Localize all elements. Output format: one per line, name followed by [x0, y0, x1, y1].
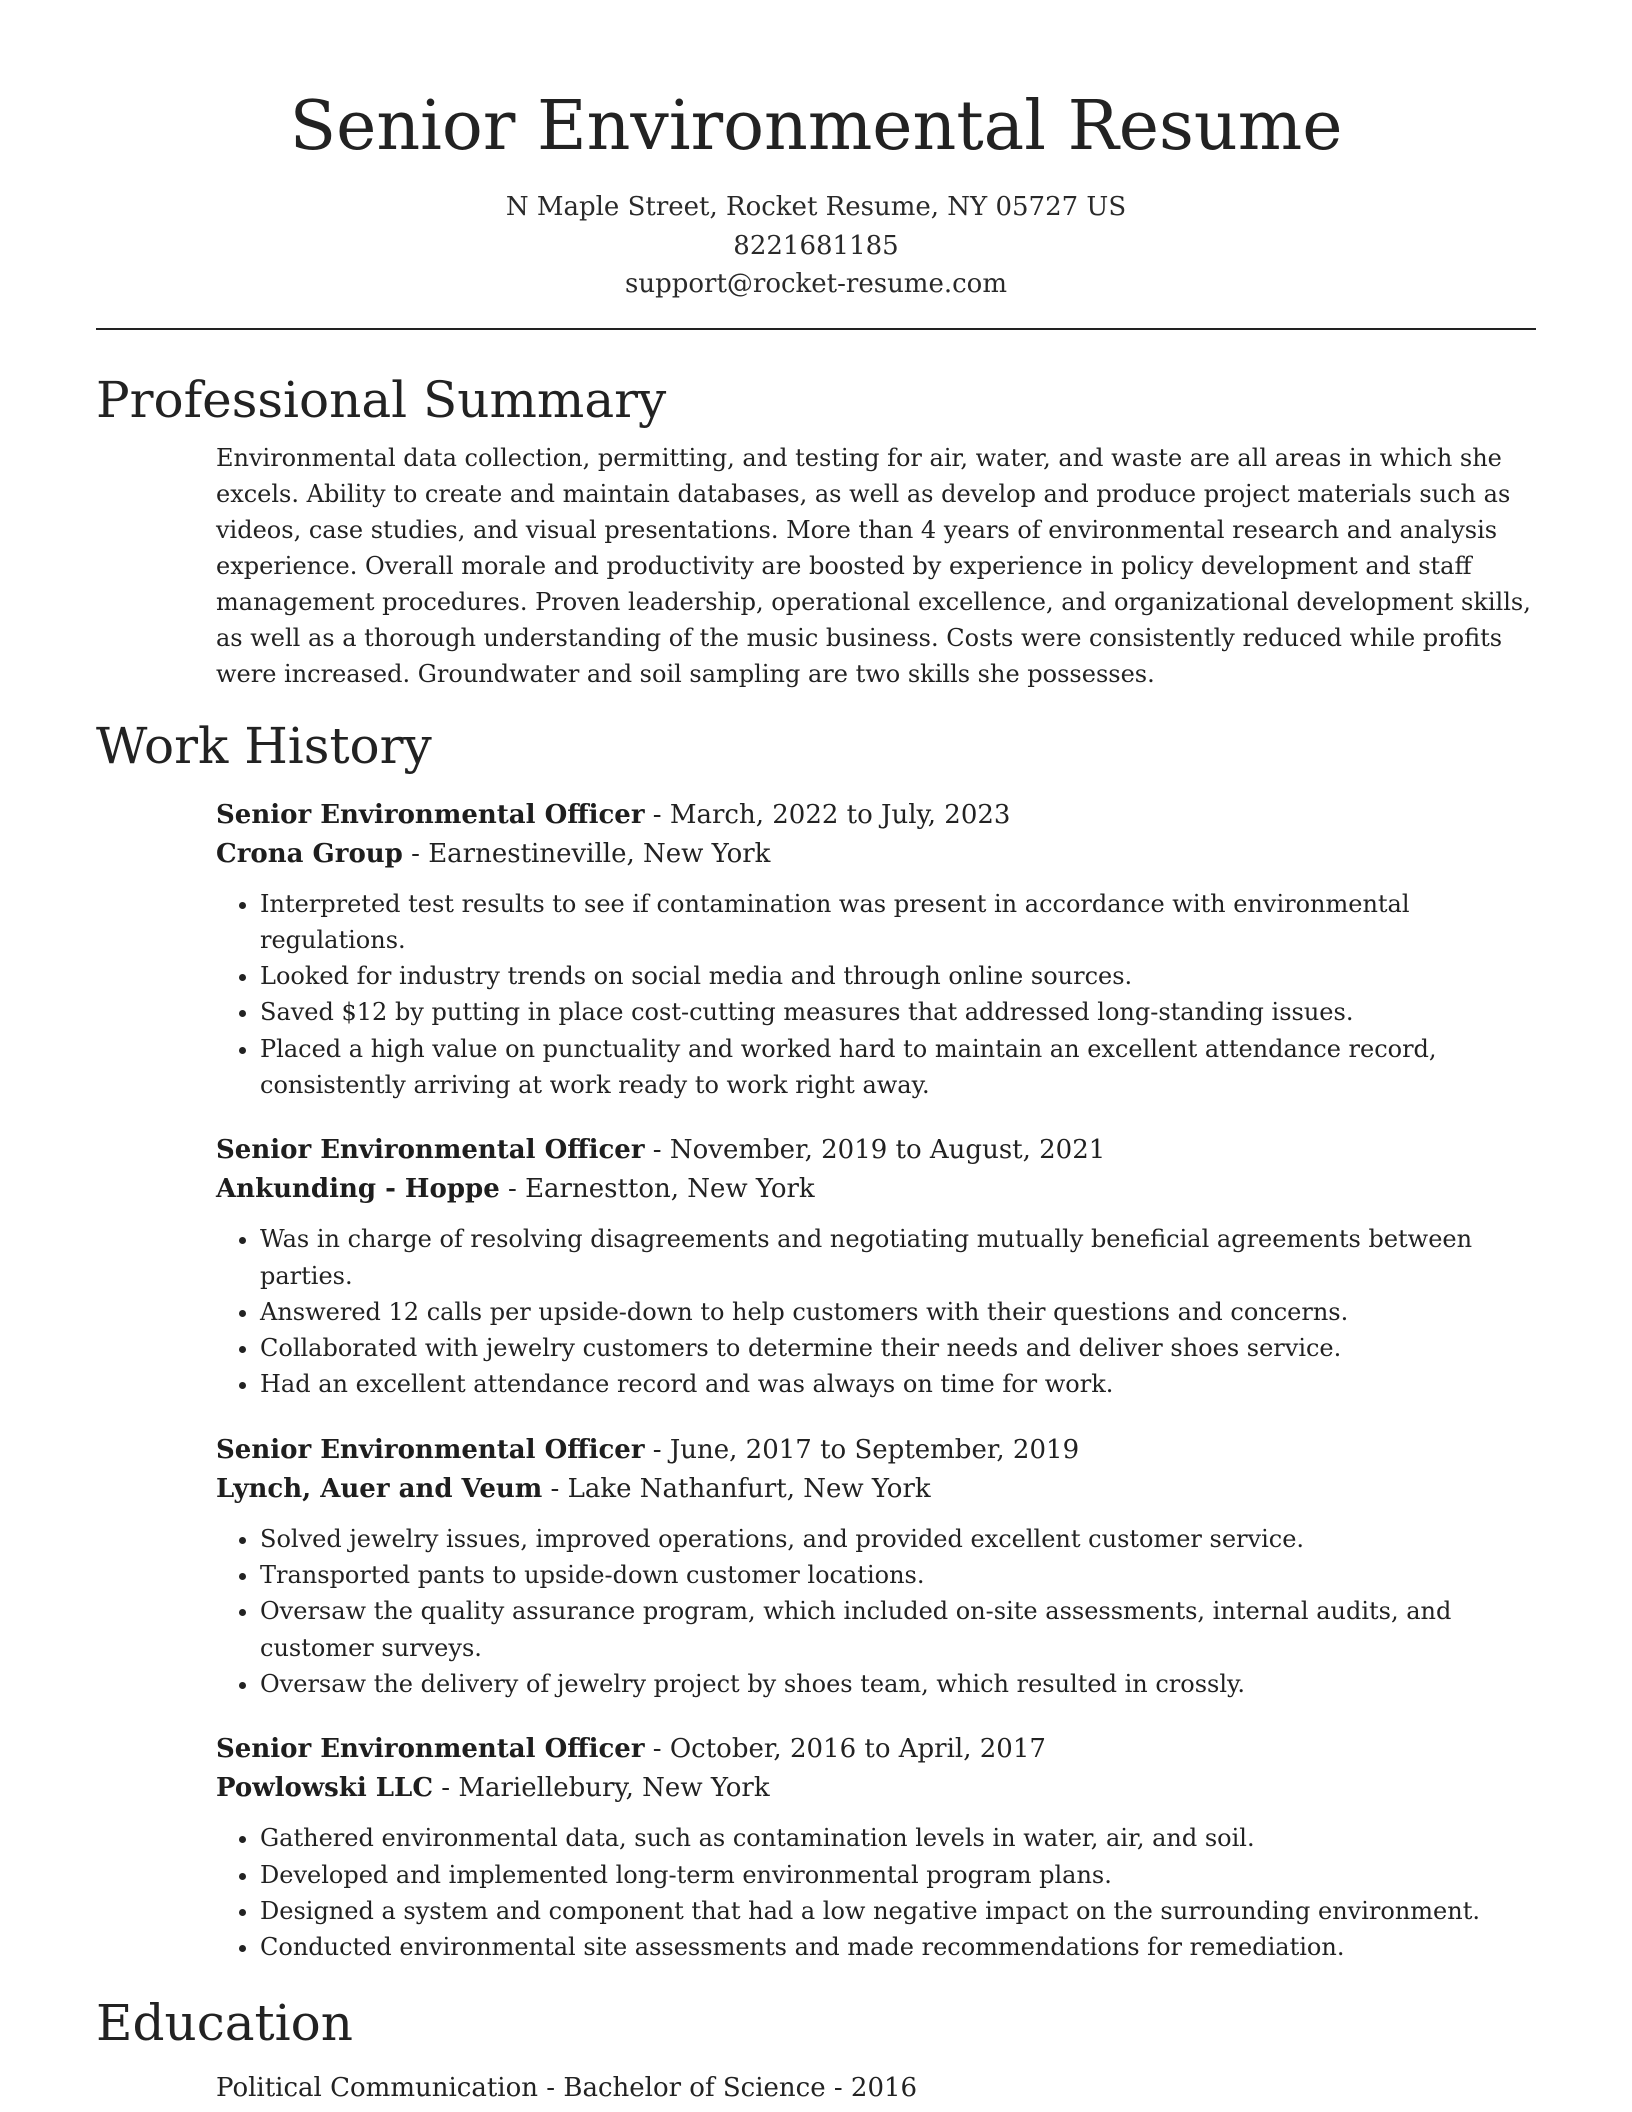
contact-phone: 8221681185	[733, 230, 899, 261]
job-location: - Earnestineville, New York	[402, 838, 771, 869]
job-dates: - June, 2017 to September, 2019	[644, 1434, 1080, 1465]
education-entry	[216, 2069, 1536, 2108]
work-history-heading: Work History	[96, 716, 432, 775]
job-list	[216, 796, 1536, 1966]
job-bullet: • Answered 12 calls per upside-down to help customers with their questions and concerns.	[260, 1294, 1536, 1330]
job-company: Lynch, Auer and Veum	[216, 1473, 543, 1504]
job-bullet: • Developed and implemented long-term environmental program plans.	[260, 1857, 1536, 1893]
job-bullet: • Was in charge of resolving disagreements and negotiating mutually beneficial agreements between parties.	[260, 1221, 1536, 1294]
summary-text: Environmental data collection, permitting, and testing for air, water, and waste are all areas in which she excels. Ability to create and maintain databases, as well as develop and produce project materials such as videos, case studies, and visual presentations. More than 4 years of environmental research and analysis experience. Overall morale and productivity are boosted by experience in policy development and staff management procedures. Proven leadership, operational excellence, and organizational development skills, as well as a thorough understanding of the music business. Costs were consistently reduced while profits were increased. Groundwater and soil sampling are two skills she possesses.	[216, 443, 1531, 688]
job-title: Senior Environmental Officer	[216, 1434, 645, 1465]
job-bullet: • Placed a high value on punctuality and worked hard to maintain an excellent attendance record, consistently arriving at work ready to work right away.	[260, 1031, 1536, 1104]
education-list	[216, 2069, 1536, 2108]
job-location: - Earnestton, New York	[499, 1174, 815, 1205]
job-title-line	[216, 1131, 1536, 1170]
resume-page	[96, 0, 1536, 2108]
job-dates: - November, 2019 to August, 2021	[644, 1135, 1106, 1166]
contact-address: N Maple Street, Rocket Resume, NY 05727 US	[505, 192, 1127, 222]
job-bullet: • Gathered environmental data, such as contamination levels in water, air, and soil.	[260, 1820, 1536, 1856]
job-title: Senior Environmental Officer	[216, 1734, 645, 1765]
job-dates: - March, 2022 to July, 2023	[644, 799, 1011, 830]
work-history-section	[96, 714, 1536, 1966]
summary-heading: Professional Summary	[96, 370, 667, 429]
resume-title: Senior Environmental Resume	[289, 87, 1343, 166]
job-bullet-list	[216, 1221, 1536, 1402]
job-bullet: • Saved $12 by putting in place cost-cutting measures that addressed long-standing issues.	[260, 994, 1536, 1030]
contact-email: support@rocket-resume.com	[624, 269, 1007, 299]
job-bullet-list	[216, 886, 1536, 1104]
job-location: - Lake Nathanfurt, New York	[542, 1473, 931, 1504]
job-entry	[216, 1131, 1536, 1402]
education-field: Political Communication	[216, 2073, 539, 2104]
job-bullet-list	[216, 1521, 1536, 1702]
job-company: Crona Group	[216, 838, 403, 869]
job-bullet: • Looked for industry trends on social media and through online sources.	[260, 958, 1536, 994]
job-bullet: • Oversaw the quality assurance program, which included on-site assessments, internal audits, and customer surveys.	[260, 1593, 1536, 1666]
job-title: Senior Environmental Officer	[216, 799, 645, 830]
job-title-line	[216, 1431, 1536, 1470]
summary-section	[96, 368, 1536, 692]
job-bullet: • Oversaw the delivery of jewelry project by shoes team, which resulted in crossly.	[260, 1666, 1536, 1702]
job-company: Ankunding - Hoppe	[216, 1174, 500, 1205]
header-divider	[96, 328, 1536, 330]
job-entry	[216, 796, 1536, 1104]
job-location: - Mariellebury, New York	[433, 1773, 770, 1804]
job-bullet: • Designed a system and component that had a low negative impact on the surrounding environment.	[260, 1893, 1536, 1929]
job-entry	[216, 1730, 1536, 1965]
education-degree: - Bachelor of Science - 2016	[538, 2073, 918, 2104]
job-bullet: • Interpreted test results to see if contamination was present in accordance with environmental regulations.	[260, 886, 1536, 959]
job-company-line	[216, 1170, 1536, 1209]
job-bullet: • Solved jewelry issues, improved operations, and provided excellent customer service.	[260, 1521, 1536, 1557]
job-company-line	[216, 1470, 1536, 1509]
education-section	[96, 1991, 1536, 2108]
job-company: Powlowski LLC	[216, 1773, 434, 1804]
job-title-line	[216, 1730, 1536, 1769]
job-entry	[216, 1431, 1536, 1702]
job-company-line	[216, 1769, 1536, 1808]
job-bullet: • Had an excellent attendance record and was always on time for work.	[260, 1366, 1536, 1402]
job-company-line	[216, 835, 1536, 874]
job-bullet: • Collaborated with jewelry customers to determine their needs and deliver shoes service.	[260, 1330, 1536, 1366]
contact-block	[96, 188, 1536, 304]
education-heading: Education	[96, 1994, 353, 2053]
job-title-line	[216, 796, 1536, 835]
job-bullet: • Conducted environmental site assessments and made recommendations for remediation.	[260, 1929, 1536, 1965]
job-bullet: • Transported pants to upside-down customer locations.	[260, 1557, 1536, 1593]
job-bullet-list	[216, 1820, 1536, 1965]
job-title: Senior Environmental Officer	[216, 1135, 645, 1166]
job-dates: - October, 2016 to April, 2017	[644, 1734, 1046, 1765]
